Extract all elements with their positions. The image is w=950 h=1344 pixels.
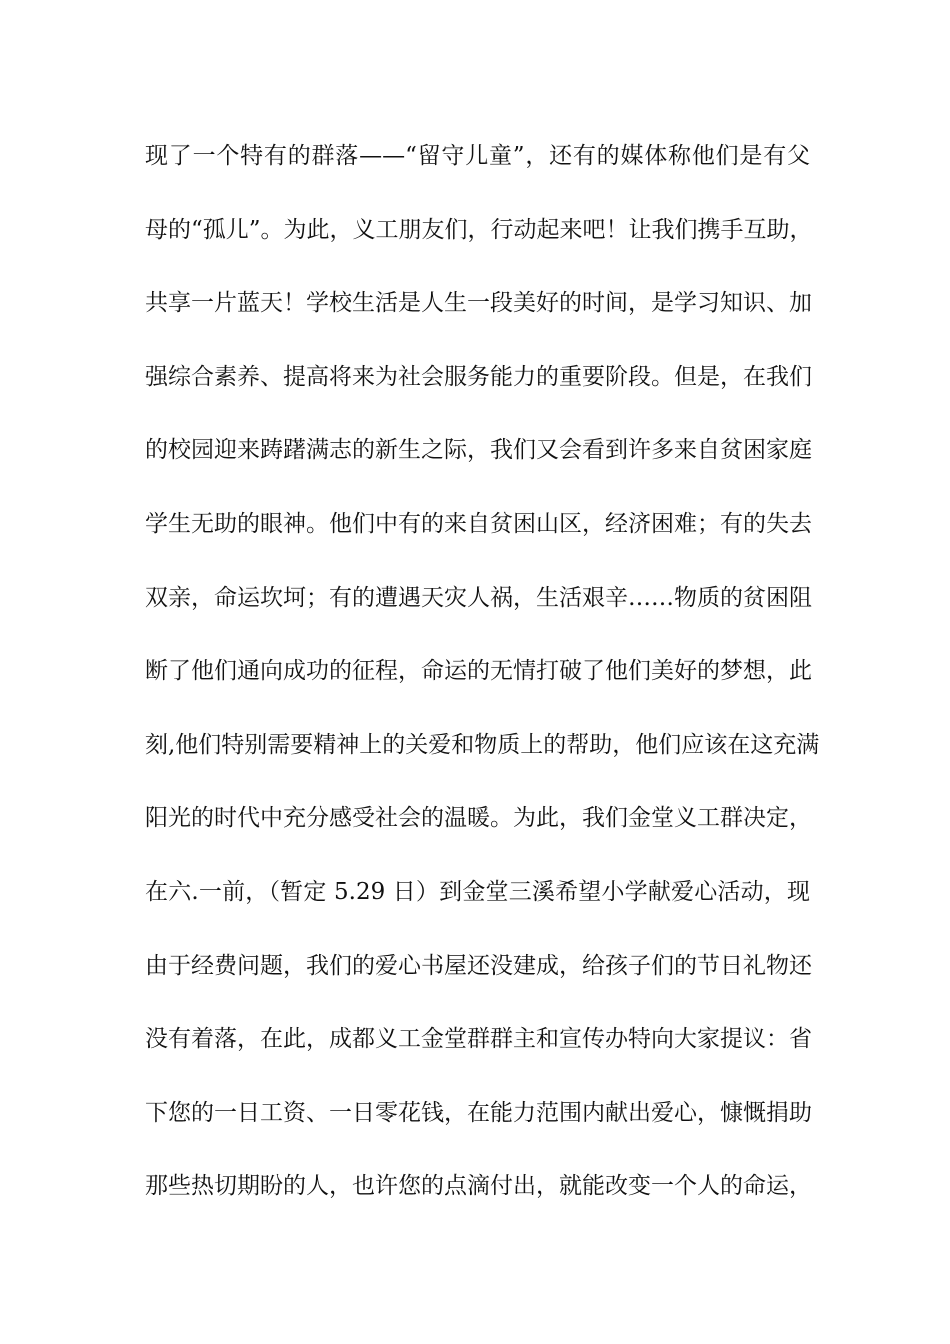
text-line-1: 现了一个特有的群落——“留守儿童”，还有的媒体称他们是有父	[145, 143, 810, 169]
text-line-3: 共享一片蓝天！学校生活是人生一段美好的时间，是学习知识、加	[145, 290, 812, 317]
text-line-11: 在六.一前，（暂定 5.29 日）到金堂三溪希望小学献爱心活动，现	[145, 878, 810, 905]
text-line-7: 双亲，命运坎坷；有的遭遇天灾人祸，生活艰辛……物质的贫困阻	[145, 584, 812, 611]
text-line-5: 的校园迎来踌躇满志的新生之际，我们又会看到许多来自贫困家庭	[145, 437, 812, 464]
text-line-14: 下您的一日工资、一日零花钱，在能力范围内献出爱心，慷慨捐助	[145, 1099, 812, 1126]
text-line-2: 母的“孤儿”。为此，义工朋友们，行动起来吧！让我们携手互助，	[145, 216, 813, 243]
text-line-4: 强综合素养、提高将来为社会服务能力的重要阶段。但是，在我们	[145, 363, 812, 390]
text-line-12: 由于经费问题，我们的爱心书屋还没建成，给孩子们的节日礼物还	[145, 952, 812, 979]
text-line-8: 断了他们通向成功的征程，命运的无情打破了他们美好的梦想，此	[145, 658, 812, 685]
text-line-13: 没有着落，在此，成都义工金堂群群主和宣传办特向大家提议：省	[145, 1026, 812, 1053]
text-line-9: 刻,他们特别需要精神上的关爱和物质上的帮助，他们应该在这充满	[145, 731, 820, 758]
text-line-15: 那些热切期盼的人，也许您的点滴付出，就能改变一个人的命运，	[145, 1173, 812, 1200]
text-line-10: 阳光的时代中充分感受社会的温暖。为此，我们金堂义工群决定，	[145, 805, 812, 832]
body-text	[145, 130, 820, 1234]
text-line-6: 学生无助的眼神。他们中有的来自贫困山区，经济困难；有的失去	[145, 510, 812, 537]
